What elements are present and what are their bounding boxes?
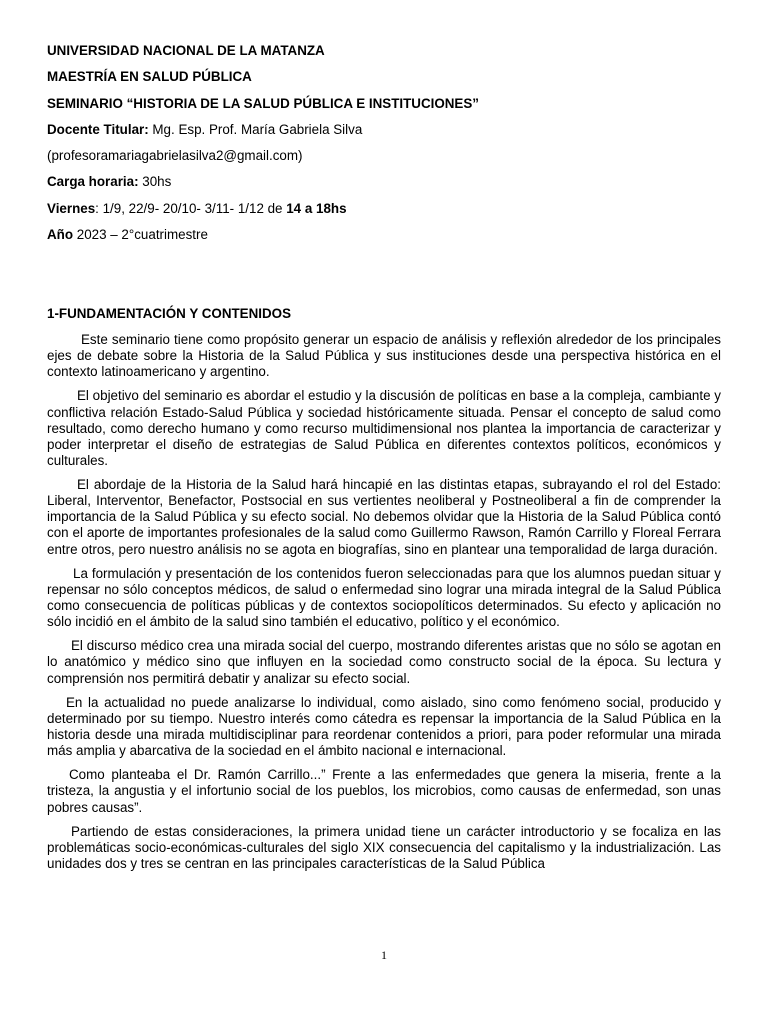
paragraph: Como planteaba el Dr. Ramón Carrillo...” Frente a las enfermedades que genera la miseria, frente a la tristeza, la angustia y el infortunio social de los pueblos, los microbios, como causas de enfermedad, son unas pobres causas”. [47,767,721,815]
schedule-line [47,200,727,226]
paragraph: Este seminario tiene como propósito generar un espacio de análisis y reflexión alrededor de los principales ejes de debate sobre la Historia de la Salud Pública y sus instituciones desde una perspectiva histórica en el contexto latinoamericano y argentino. [47,332,721,380]
paragraph: En la actualidad no puede analizarse lo individual, como aislado, sino como fenómeno social, producido y determinado por su tiempo. Nuestro interés como cátedra es repensar la importancia de la Salud Pública en la historia desde una mirada multidisciplinar para reordenar contenidos a priori, para poder reformular una mirada más amplia y abarcativa de la sociedad en el ámbito nacional e internacional. [47,694,721,759]
year-value: 2023 – 2°cuatrimestre [73,227,208,243]
university-name: UNIVERSIDAD NACIONAL DE LA MATANZA [47,43,325,58]
document-header [47,42,727,252]
paragraph: Partiendo de estas consideraciones, la primera unidad tiene un carácter introductorio y se focaliza en las problemáticas socio-económicas-culturales del siglo XIX consecuencia del capitalismo y la industrialización. Las unidades dos y tres se centran en las principales características de la Salud Pública [47,823,721,872]
paragraph: El discurso médico crea una mirada social del cuerpo, mostrando diferentes aristas que no sólo se agotan en lo anatómico y médico sino que influyen en la sociedad como constructo social de la época. Su lectura y comprensión nos permitirá debatir y analizar su efecto social. [47,638,721,686]
year-line [47,226,727,252]
seminar-title: SEMINARIO “HISTORIA DE LA SALUD PÚBLICA E INSTITUCIONES” [47,95,479,111]
hours-line [47,173,727,199]
teacher-name: Mg. Esp. Prof. María Gabriela Silva [148,121,363,137]
hours-value: 30hs [138,174,172,190]
section-title: 1-FUNDAMENTACIÓN Y CONTENIDOS [47,306,292,321]
teacher-email: (profesoramariagabrielasilva2@gmail.com) [47,148,303,164]
schedule-time: 14 a 18hs [286,200,347,216]
teacher-line [47,121,727,147]
schedule-label: Viernes [47,200,96,216]
paragraph: El abordaje de la Historia de la Salud hará hincapié en las distintas etapas, subrayando el rol del Estado: Liberal, Interventor, Benefactor, Postsocial en sus vertientes neoliberal y Postneoliberal a fin de comprender la importancia de la Salud Pública y su efecto social. No debemos olvidar que la Historia de la Salud Pública contó con el aporte de importantes profesionales de la salud como Guillermo Rawson, Ramón Carrillo y Floreal Ferrara entre otros, pero nuestro análisis no se agota en biografías, sino en plantear una temporalidad de larga duración. [47,477,721,557]
program-name: MAESTRÍA EN SALUD PÚBLICA [47,69,252,85]
year-label: Año [47,227,74,243]
section-body [47,332,721,880]
paragraph: La formulación y presentación de los contenidos fueron seleccionadas para que los alumnos puedan situar y repensar no sólo conceptos médicos, de salud o enfermedad sino lograr una mirada integral de la Salud Pública como consecuencia de políticas públicas y de contextos sociopolíticos determinados. Su efecto y aplicación no sólo incidió en el ámbito de la salud sino también el educativo, político y el económico. [47,565,721,630]
teacher-label: Docente Titular: [47,121,149,137]
hours-label: Carga horaria: [47,174,139,190]
paragraph: El objetivo del seminario es abordar el estudio y la discusión de políticas en base a la compleja, cambiante y conflictiva relación Estado-Salud Pública y sociedad históricamente situada. Pensar el concepto de salud como resultado, como derecho humano y como recurso multidimensional nos plantea la importancia de caracterizar y poder interpretar el diseño de estrategias de Salud Pública en diferentes contextos políticos, económicos y culturales. [47,388,721,468]
schedule-dates: : 1/9, 22/9- 20/10- 3/11- 1/12 de [95,200,287,216]
page-number: 1 [381,948,387,962]
